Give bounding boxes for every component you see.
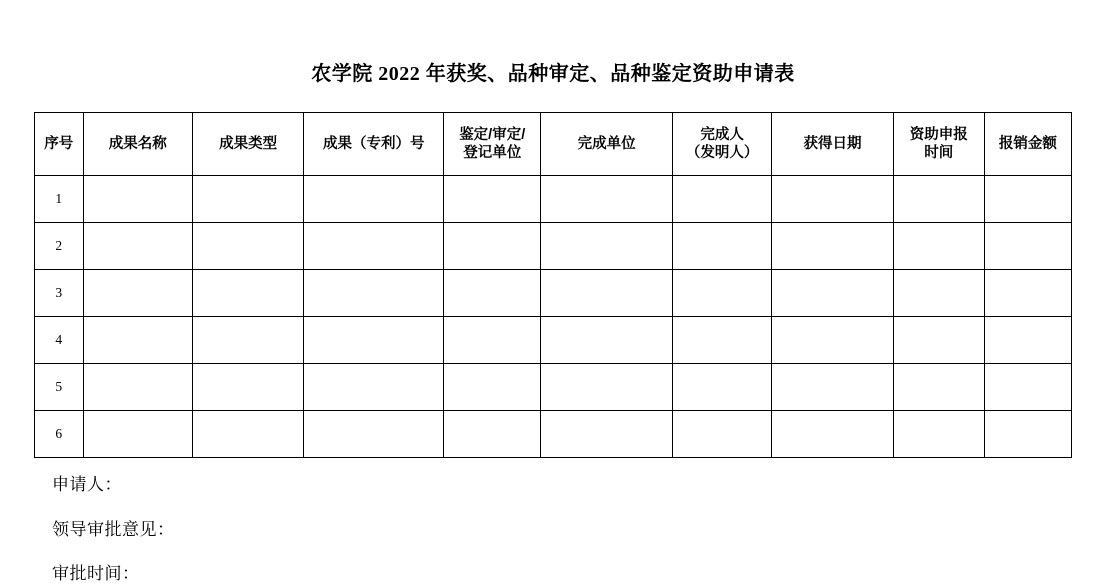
cell-completion-unit[interactable] — [541, 270, 673, 317]
cell-completer[interactable] — [672, 317, 771, 364]
cell-achievement-name[interactable] — [83, 317, 192, 364]
cell-index: 6 — [35, 411, 84, 458]
cell-achievement-number[interactable] — [304, 411, 444, 458]
cell-index: 2 — [35, 223, 84, 270]
cell-achievement-number[interactable] — [304, 270, 444, 317]
cell-achievement-type[interactable] — [192, 223, 303, 270]
column-header-reimbursement-amount: 报销金额 — [984, 113, 1071, 176]
cell-completer[interactable] — [672, 364, 771, 411]
cell-index: 5 — [35, 364, 84, 411]
cell-achievement-type[interactable] — [192, 317, 303, 364]
column-header-appraisal-unit-line1: 鉴定/审定/ — [459, 126, 526, 143]
page-title: 农学院 2022 年获奖、品种审定、品种鉴定资助申请表 — [311, 63, 795, 85]
cell-completer[interactable] — [672, 223, 771, 270]
cell-achievement-number[interactable] — [304, 176, 444, 223]
column-header-appraisal-unit-line2: 登记单位 — [463, 145, 522, 161]
cell-reimbursement-amount[interactable] — [984, 270, 1071, 317]
cell-achievement-number[interactable] — [304, 317, 444, 364]
cell-completer[interactable] — [672, 176, 771, 223]
table-row — [35, 270, 1072, 317]
applicant-label: 申请人： — [52, 475, 122, 494]
cell-obtain-date[interactable] — [772, 176, 894, 223]
cell-funding-application-time[interactable] — [893, 176, 984, 223]
cell-reimbursement-amount[interactable] — [984, 364, 1071, 411]
cell-appraisal-unit[interactable] — [444, 411, 541, 458]
column-header-achievement-name: 成果名称 — [83, 113, 192, 176]
approval-opinion-label: 领导审批意见： — [52, 519, 175, 539]
form-table-container — [34, 112, 1072, 458]
table-row — [35, 317, 1072, 364]
cell-reimbursement-amount[interactable] — [984, 411, 1071, 458]
cell-achievement-name[interactable] — [83, 364, 192, 411]
column-header-completer — [672, 113, 771, 176]
cell-completion-unit[interactable] — [541, 223, 673, 270]
column-header-obtain-date: 获得日期 — [772, 113, 894, 176]
cell-achievement-number[interactable] — [304, 223, 444, 270]
cell-completion-unit[interactable] — [541, 411, 673, 458]
cell-obtain-date[interactable] — [772, 270, 894, 317]
cell-completion-unit[interactable] — [541, 364, 673, 411]
cell-reimbursement-amount[interactable] — [984, 176, 1071, 223]
cell-index: 4 — [35, 317, 84, 364]
cell-obtain-date[interactable] — [772, 317, 894, 364]
cell-appraisal-unit[interactable] — [444, 364, 541, 411]
cell-reimbursement-amount[interactable] — [984, 223, 1071, 270]
cell-completion-unit[interactable] — [541, 317, 673, 364]
column-header-appraisal-unit — [444, 113, 541, 176]
cell-funding-application-time[interactable] — [893, 317, 984, 364]
table-header — [35, 113, 1072, 176]
cell-funding-application-time[interactable] — [893, 364, 984, 411]
table-body — [35, 176, 1072, 458]
application-form-table — [34, 112, 1072, 458]
table-row — [35, 411, 1072, 458]
cell-funding-application-time[interactable] — [893, 223, 984, 270]
cell-funding-application-time[interactable] — [893, 270, 984, 317]
column-header-funding-application-time-line2: 时间 — [924, 145, 954, 161]
footer-fields — [52, 476, 1106, 584]
cell-obtain-date[interactable] — [772, 411, 894, 458]
cell-achievement-name[interactable] — [83, 411, 192, 458]
cell-index: 3 — [35, 270, 84, 317]
column-header-completer-line1: 完成人 — [700, 126, 744, 143]
column-header-completer-line2: （发明人） — [685, 145, 759, 161]
cell-appraisal-unit[interactable] — [444, 223, 541, 270]
cell-index: 1 — [35, 176, 84, 223]
table-row — [35, 176, 1072, 223]
cell-achievement-name[interactable] — [83, 270, 192, 317]
cell-obtain-date[interactable] — [772, 223, 894, 270]
cell-appraisal-unit[interactable] — [444, 317, 541, 364]
cell-obtain-date[interactable] — [772, 364, 894, 411]
table-row — [35, 223, 1072, 270]
cell-achievement-type[interactable] — [192, 411, 303, 458]
column-header-index: 序号 — [35, 113, 84, 176]
approval-time-label: 审批时间： — [52, 564, 140, 584]
column-header-completion-unit: 完成单位 — [541, 113, 673, 176]
column-header-funding-application-time-line1: 资助申报 — [909, 126, 968, 143]
cell-achievement-name[interactable] — [83, 223, 192, 270]
cell-completion-unit[interactable] — [541, 176, 673, 223]
cell-achievement-name[interactable] — [83, 176, 192, 223]
cell-completer[interactable] — [672, 270, 771, 317]
column-header-achievement-number: 成果（专利）号 — [304, 113, 444, 176]
cell-achievement-type[interactable] — [192, 270, 303, 317]
cell-completer[interactable] — [672, 411, 771, 458]
cell-achievement-type[interactable] — [192, 364, 303, 411]
column-header-funding-application-time — [893, 113, 984, 176]
cell-funding-application-time[interactable] — [893, 411, 984, 458]
table-header-row — [35, 113, 1072, 176]
cell-achievement-type[interactable] — [192, 176, 303, 223]
cell-reimbursement-amount[interactable] — [984, 317, 1071, 364]
table-row — [35, 364, 1072, 411]
cell-appraisal-unit[interactable] — [444, 176, 541, 223]
column-header-achievement-type: 成果类型 — [192, 113, 303, 176]
cell-achievement-number[interactable] — [304, 364, 444, 411]
cell-appraisal-unit[interactable] — [444, 270, 541, 317]
